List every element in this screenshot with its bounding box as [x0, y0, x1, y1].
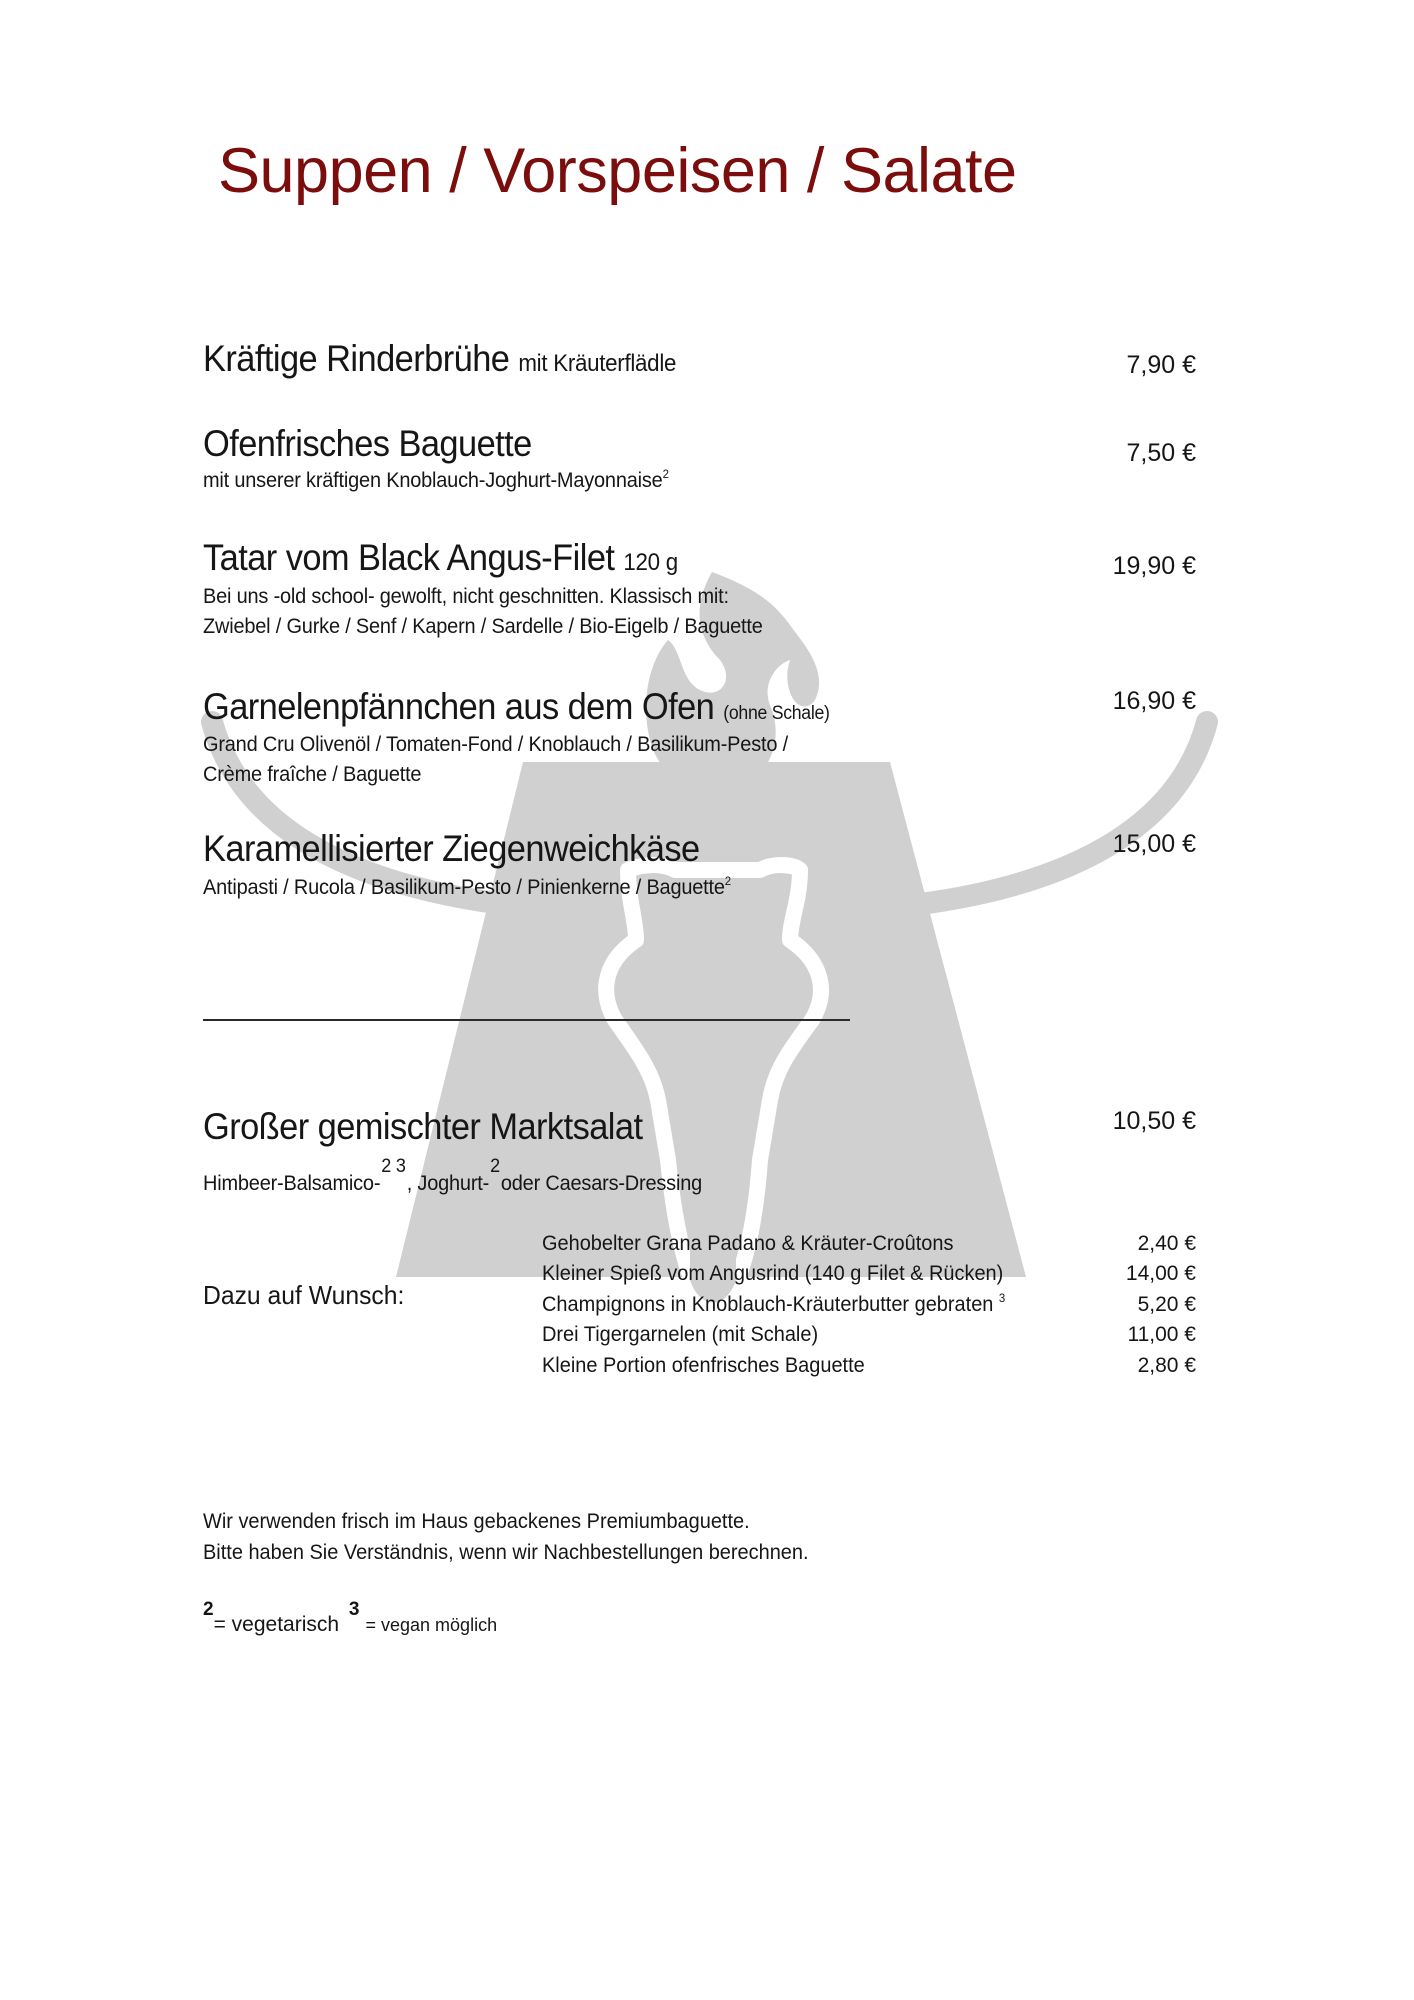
menu-item-name [203, 688, 830, 725]
item-title: Kräftige Rinderbrühe [203, 338, 510, 379]
extra-item-price: 2,80 € [1137, 1354, 1196, 1377]
item-price: 19,90 € [1112, 552, 1196, 580]
section-divider [203, 1019, 850, 1021]
footnote-marker: 2 [724, 874, 731, 888]
item-title: Tatar vom Black Angus-Filet [203, 537, 615, 578]
extra-item-price: 11,00 € [1127, 1323, 1196, 1346]
extra-item-price: 5,20 € [1137, 1293, 1196, 1316]
item-suffix: (ohne Schale) [723, 703, 830, 724]
vegan-label: = vegan möglich [365, 1615, 498, 1635]
description-line: mit unserer kräftigen Knoblauch-Joghurt-Mayonnaise [203, 469, 663, 492]
item-description [203, 874, 731, 899]
menu-item-name [203, 340, 676, 377]
extra-item-name: Kleine Portion ofenfrisches Baguette [542, 1354, 865, 1377]
note-line: Wir verwenden frisch im Haus gebackenes Premiumbaguette. [203, 1510, 750, 1533]
vegetarian-label: = vegetarisch [213, 1613, 340, 1636]
extra-item-name: Kleiner Spieß vom Angusrind (140 g Filet & Rücken) [542, 1262, 1004, 1285]
extra-item-name: Gehobelter Grana Padano & Kräuter-Croûtons [542, 1232, 954, 1255]
item-description [203, 467, 669, 492]
footnote-marker: 3 [998, 1291, 1006, 1305]
extra-item-price: 2,40 € [1137, 1232, 1196, 1255]
extra-item [542, 1291, 1006, 1316]
extras-label: Dazu auf Wunsch: [203, 1280, 405, 1310]
description-line: Zwiebel / Gurke / Senf / Kapern / Sardelle / Bio-Eigelb / Baguette [203, 615, 763, 638]
item-suffix: 120 g [623, 549, 678, 576]
note-line: Bitte haben Sie Verständnis, wenn wir Nachbestellungen berechnen. [203, 1541, 809, 1564]
page-title: Suppen / Vorspeisen / Salate [218, 136, 1017, 206]
salad-title: Großer gemischter Marktsalat [203, 1106, 643, 1147]
footnote-marker: 2 [662, 467, 669, 481]
description-line: Grand Cru Olivenöl / Tomaten-Fond / Knoblauch / Basilikum-Pesto / [203, 733, 788, 756]
vegetarian-marker: 2 [203, 1599, 214, 1620]
description-line: Bei uns -old school- gewolft, nicht geschnitten. Klassisch mit: [203, 585, 729, 608]
description-line: Antipasti / Rucola / Basilikum-Pesto / Pinienkerne / Baguette [203, 876, 725, 899]
item-price: 15,00 € [1112, 830, 1196, 858]
vegan-marker: 3 [348, 1599, 360, 1620]
description-line: Crème fraîche / Baguette [203, 763, 422, 786]
salad-dressings [203, 1156, 703, 1195]
item-suffix: mit Kräuterflädle [518, 350, 677, 377]
extra-item-price: 14,00 € [1125, 1262, 1196, 1285]
dressing-text: oder Caesars-Dressing [500, 1172, 703, 1195]
item-title: Ofenfrisches Baguette [203, 423, 532, 464]
footnote-marker: 2 3 [381, 1156, 406, 1177]
salad-price: 10,50 € [1112, 1107, 1196, 1135]
dressing-text: Himbeer-Balsamico- [203, 1172, 381, 1195]
footnote-marker: 2 [490, 1156, 500, 1177]
item-price: 7,90 € [1126, 351, 1196, 379]
dressing-text: , Joghurt- [406, 1172, 490, 1195]
item-price: 7,50 € [1126, 439, 1196, 467]
item-title: Karamellisierter Ziegenweichkäse [203, 828, 700, 869]
extra-item-name: Drei Tigergarnelen (mit Schale) [542, 1323, 819, 1346]
menu-item-name [203, 539, 678, 576]
item-title: Garnelenpfännchen aus dem Ofen [203, 686, 715, 727]
footnote-legend [203, 1599, 498, 1636]
extra-item-name: Champignons in Knoblauch-Kräuterbutter gebraten [542, 1293, 994, 1316]
item-price: 16,90 € [1112, 687, 1196, 715]
